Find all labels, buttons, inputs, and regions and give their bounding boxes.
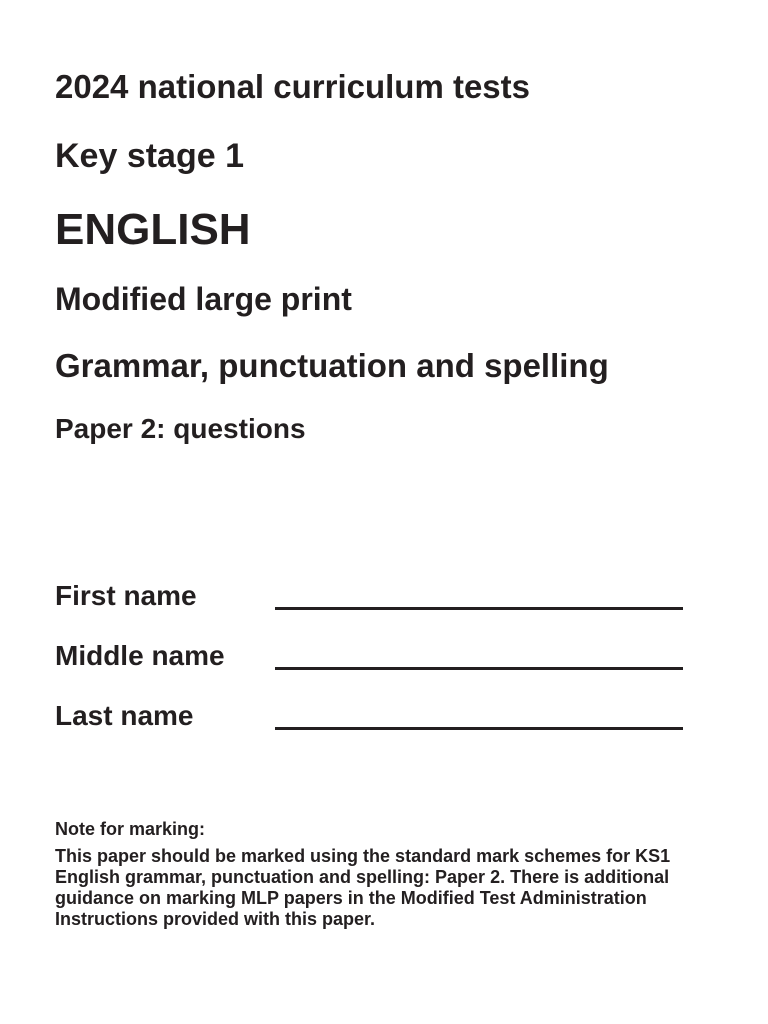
- marking-note-heading: Note for marking:: [55, 819, 206, 839]
- middle-name-field[interactable]: [275, 667, 683, 670]
- key-stage-heading: Key stage 1: [55, 137, 244, 175]
- first-name-label: First name: [55, 580, 197, 611]
- first-name-row: [55, 580, 685, 620]
- paper-title-heading: Grammar, punctuation and spelling: [55, 347, 609, 384]
- format-heading: Modified large print: [55, 281, 352, 317]
- subject-heading: ENGLISH: [55, 205, 251, 254]
- last-name-row: [55, 700, 685, 740]
- middle-name-row: [55, 640, 685, 680]
- middle-name-label: Middle name: [55, 640, 225, 671]
- paper-part-heading: Paper 2: questions: [55, 413, 306, 444]
- test-year-heading: 2024 national curriculum tests: [55, 68, 531, 105]
- marking-note-body: This paper should be marked using the standard mark schemes for KS1 English grammar, punctuation and spelling: Paper 2. There is additional guidance on marking MLP papers in the Modified Test Administration Instructions provided with this paper.: [55, 846, 671, 929]
- last-name-field[interactable]: [275, 727, 683, 730]
- last-name-label: Last name: [55, 700, 194, 731]
- first-name-field[interactable]: [275, 607, 683, 610]
